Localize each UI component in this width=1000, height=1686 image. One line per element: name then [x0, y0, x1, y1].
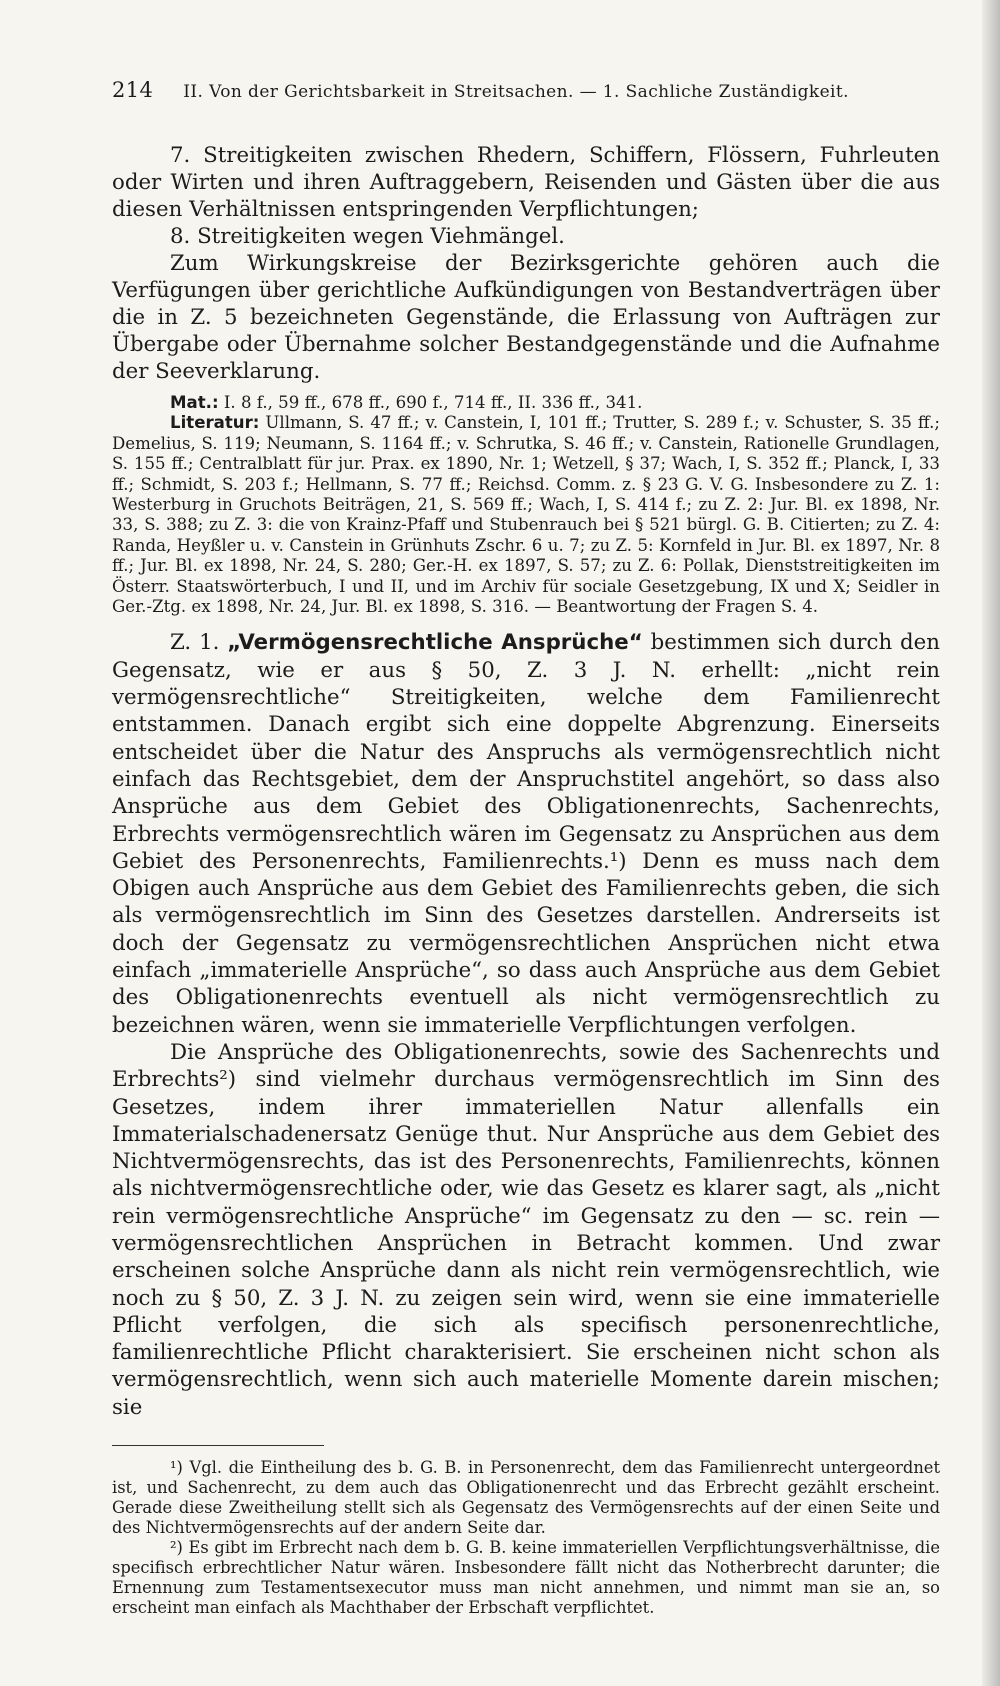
- page-number: 214: [112, 78, 154, 102]
- literature-text: Ullmann, S. 47 ff.; v. Canstein, I, 101 ff.; Trutter, S. 289 f.; v. Schuster, S. 35 ff.; Demelius, S. 119; Neumann, S. 1164 ff.; v. Schrutka, S. 46 ff.; v. Canstein, Rationelle Grundlagen, S. 155 ff.; Centralblatt für jur. Prax. ex 1890, Nr. 1; Wetzell, § 37; Wach, I, S. 352 ff.; Planck, I, 33 ff.; Schmidt, S. 203 f.; Hellmann, S. 77 ff.; Reichsd. Comm. z. § 23 G. V. G. Insbesondere zu Z. 1: Westerburg in Gruchots Beiträgen, 21, S. 569 ff.; Wach, I, S. 414 f.; zu Z. 2: Jur. Bl. ex 1898, Nr. 33, S. 388; zu Z. 3: die von Krainz-Pfaff und Stubenrauch bei § 521 bürgl. G. B. Citierten; zu Z. 4: Randa, Heyßler u. v. Canstein in Grünhuts Zschr. 6 u. 7; zu Z. 5: Kornfeld in Jur. Bl. ex 1897, Nr. 8 ff.; Jur. Bl. ex 1898, Nr. 24, S. 280; Ger.-H. ex 1897, S. 57; zu Z. 6: Pollak, Dienststreitigkeiten im Österr. Staatswörterbuch, I und II, und im Archiv für sociale Gesetzgebung, IX und X; Seidler in Ger.-Ztg. ex 1898, Nr. 24, Jur. Bl. ex 1898, S. 316. — Beantwortung der Fragen S. 4.: [112, 413, 940, 617]
- list-item-8: 8. Streitigkeiten wegen Viehmängel.: [170, 224, 565, 249]
- footnote-2: ²) Es gibt im Erbrecht nach dem b. G. B. keine immateriellen Verpflichtungsverhältnisse, die specifisch erbrechtlicher Natur wären. Insbesondere fällt nicht das Notherbrecht darunter; die Ernennung zum Testamentsexecutor muss man nicht annehmen, und nimmt man sie an, so erscheint man einfach als Machthaber der Erbschaft verpflichtet.: [112, 1538, 940, 1618]
- section-lead: Z. 1.: [170, 630, 220, 656]
- materials-label: Mat.:: [170, 393, 219, 412]
- materials-entry: [112, 393, 940, 413]
- enumeration-section: [112, 142, 940, 385]
- materials-text: I. 8 f., 59 ff., 678 ff., 690 f., 714 ff., II. 336 ff., 341.: [223, 393, 643, 412]
- commentary-paragraph-2: Die Ansprüche des Obligationenrechts, sowie des Sachenrechts und Erbrechts²) sind vielmehr durchaus vermögensrechtlich im Sinn des Gesetzes, indem ihrer immateriellen Natur allenfalls ein Immaterialschadenersatz Genüge thut. Nur Ansprüche aus dem Gebiet des Nichtvermögensrechts, das ist des Personenrechts, Familienrechts, können als nichtvermögensrechtliche oder, wie das Gesetz es klarer sagt, als „nicht rein vermögensrechtliche Ansprüche“ im Gegensatz zu den — sc. rein — vermögensrechtlichen Ansprüchen in Betracht kommen. Und zwar erscheinen solche Ansprüche dann als nicht rein vermögensrechtlich, wie noch zu § 50, Z. 3 J. N. zu zeigen sein wird, wenn sie eine immaterielle Pflicht verfolgen, die sich als specifisch personenrechtliche, familienrechtliche Pflicht charakterisiert. Sie erscheinen nicht schon als vermögensrechtlich, wenn sich auch materielle Momente darein mischen; sie: [112, 1039, 940, 1420]
- running-title: II. Von der Gerichtsbarkeit in Streitsachen. — 1. Sachliche Zuständigkeit.: [183, 82, 849, 102]
- footnotes-section: [112, 1458, 940, 1618]
- section-heading: „Vermögensrechtliche Ansprüche“: [227, 630, 643, 656]
- literature-entry: [112, 413, 940, 617]
- footnote-1: ¹) Vgl. die Eintheilung des b. G. B. in Personenrecht, dem das Familienrecht untergeordnet ist, und Sachenrecht, zu dem auch das Obligationenrecht und das Erbrecht gezählt erscheint. Gerade diese Zweitheilung stellt sich als Gegensatz des Vermögensrechts auf der einen Seite und des Nichtvermögensrechts auf der andern Seite dar.: [112, 1458, 940, 1538]
- list-item-7: 7. Streitigkeiten zwischen Rhedern, Schiffern, Flössern, Fuhrleuten oder Wirten und ihren Auftraggebern, Reisenden und Gästen über die aus diesen Verhältnissen entspringenden Verpflichtungen;: [112, 143, 940, 222]
- commentary-section: [112, 629, 940, 1421]
- literature-label: Literatur:: [170, 413, 260, 433]
- scope-paragraph: Zum Wirkungskreise der Bezirksgerichte gehören auch die Verfügungen über gerichtliche Aufkündigungen von Bestandverträgen über die in Z. 5 bezeichneten Gegenstände, die Erlassung von Aufträgen zur Übergabe oder Übernahme solcher Bestandgegenstände und die Aufnahme der Seeverklarung.: [112, 251, 940, 384]
- references-section: [112, 393, 940, 617]
- commentary-paragraph-1: [112, 629, 940, 1038]
- page-edge-shadow: [982, 0, 1000, 1686]
- running-header: [112, 78, 940, 102]
- footnote-divider: [112, 1445, 324, 1446]
- paragraph-1-text: bestimmen sich durch den Gegensatz, wie er aus § 50, Z. 3 J. N. erhellt: „nicht rein vermögensrechtliche“ Streitigkeiten, welche dem Familienrecht entstammen. Danach ergibt sich eine doppelte Abgrenzung. Einerseits entscheidet über die Natur des Anspruchs als vermögensrechtlich nicht einfach das Rechtsgebiet, dem der Anspruchstitel angehört, so dass also Ansprüche aus dem Gebiet des Obligationenrechts, Sachenrechts, Erbrechts vermögensrechtlich wären im Gegensatz zu Ansprüchen aus dem Gebiet des Personenrechts, Familienrechts.¹) Denn es muss nach dem Obigen auch Ansprüche aus dem Gebiet des Familienrechts geben, die sich als vermögensrechtlich im Sinn des Gesetzes darstellen. Andrerseits ist doch der Gegensatz zu vermögensrechtlichen Ansprüchen nicht etwa einfach „immaterielle Ansprüche“, so dass auch Ansprüche aus dem Gebiet des Obligationenrechts eventuell als nicht vermögensrechtlich zu bezeichnen wären, wenn sie immaterielle Verpflichtungen verfolgen.: [112, 630, 940, 1038]
- page-content: [112, 78, 940, 1618]
